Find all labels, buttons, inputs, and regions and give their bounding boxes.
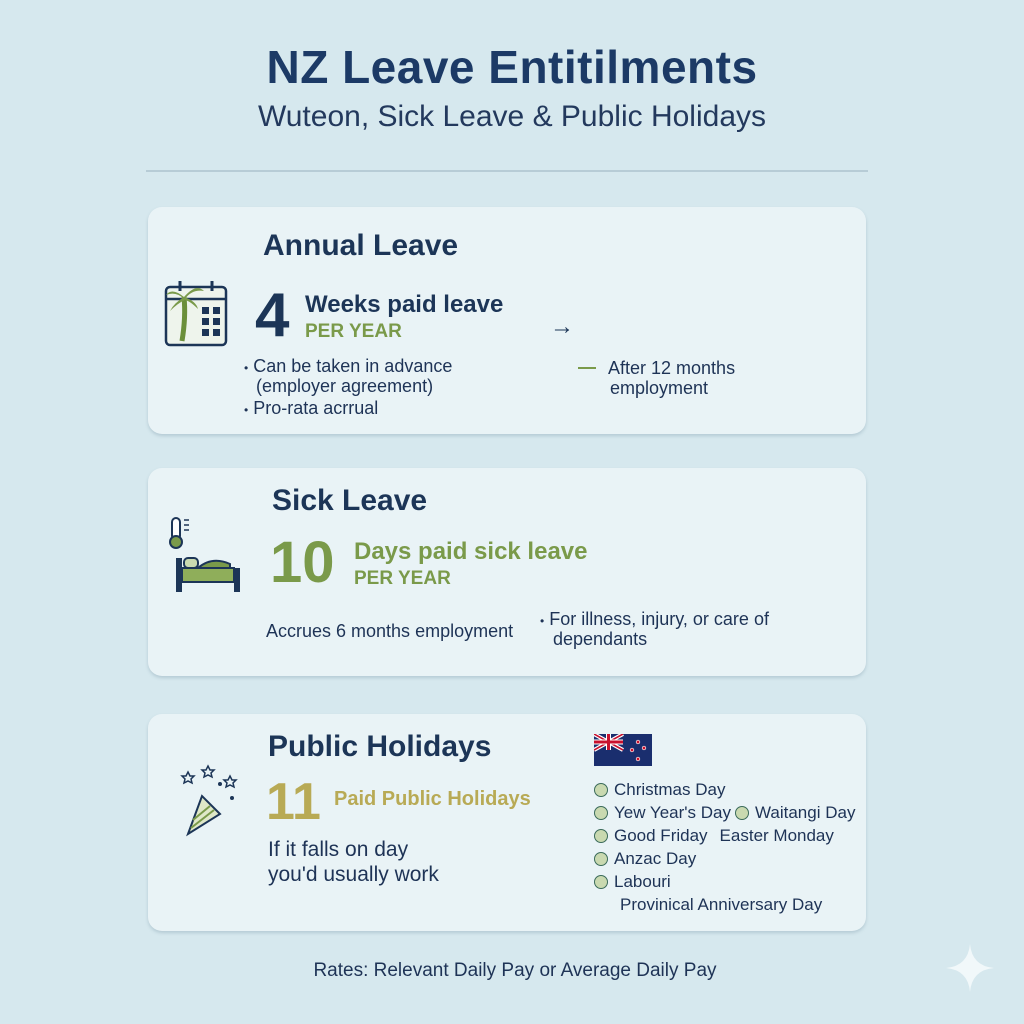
holiday-icon: [594, 875, 608, 889]
divider: [146, 170, 868, 172]
sick-accrues-text: Accrues 6 months employment: [266, 621, 514, 641]
arrow-icon: →: [550, 313, 574, 340]
page-subtitle: Wuteon, Sick Leave & Public Holidays: [257, 100, 767, 133]
annual-bullet-advance-note: (employer agreement): [256, 376, 434, 396]
holiday-icon: [594, 852, 608, 866]
holiday-icon: [594, 783, 608, 797]
public-note-line1: If it falls on day: [268, 838, 409, 861]
green-dash: [578, 367, 596, 369]
sick-bullet-line2: dependants: [553, 629, 648, 649]
holiday-item: Labouri: [594, 870, 855, 893]
page-title: NZ Leave Entitilments: [266, 41, 758, 93]
sick-bullet: • For illness, injury, or care of: [540, 609, 769, 629]
holiday-icon: [594, 806, 608, 820]
nz-flag-icon: [594, 734, 652, 766]
annual-leave-amount-label: Weeks paid leave: [305, 291, 504, 318]
annual-bullet-prorata: • Pro-rata acrrual: [244, 398, 379, 418]
annual-leave-heading: Annual Leave: [263, 229, 459, 262]
annual-leave-card: [148, 207, 866, 434]
public-holidays-label: Paid Public Holidays: [334, 788, 531, 810]
sick-leave-number: 10: [270, 530, 335, 595]
thermometer-bed-icon: [168, 514, 244, 594]
holiday-item: Anzac Day: [594, 847, 855, 870]
public-holidays-number: 11: [266, 773, 321, 831]
holiday-icon: [594, 829, 608, 843]
sick-leave-card: [148, 468, 866, 676]
annual-after-line2: employment: [610, 378, 709, 398]
party-popper-icon: [180, 762, 244, 842]
holiday-item: Yew Year's Day Waitangi Day: [594, 801, 855, 824]
annual-leave-number: 4: [255, 281, 290, 350]
sick-leave-heading: Sick Leave: [272, 484, 428, 517]
holiday-item: Christmas Day: [594, 778, 855, 801]
public-holidays-card: [148, 714, 866, 931]
annual-bullet-advance: • Can be taken in advance: [244, 356, 453, 376]
annual-leave-period: PER YEAR: [305, 321, 402, 342]
annual-after-line1: After 12 months: [608, 358, 736, 378]
palm-calendar-icon: [164, 277, 238, 349]
public-note-line2: you'd usually work: [268, 863, 439, 886]
holiday-item: Good Friday Easter Monday: [594, 824, 855, 847]
sick-leave-period: PER YEAR: [354, 568, 451, 589]
sparkle-icon: [944, 942, 996, 994]
public-holidays-heading: Public Holidays: [268, 730, 492, 763]
rates-footer: Rates: Relevant Daily Pay or Average Daily Pay: [313, 960, 717, 981]
holiday-item: Provinical Anniversary Day: [620, 894, 823, 914]
sick-leave-amount-label: Days paid sick leave: [354, 538, 588, 565]
holiday-list: [594, 778, 855, 916]
holiday-icon: [735, 806, 749, 820]
